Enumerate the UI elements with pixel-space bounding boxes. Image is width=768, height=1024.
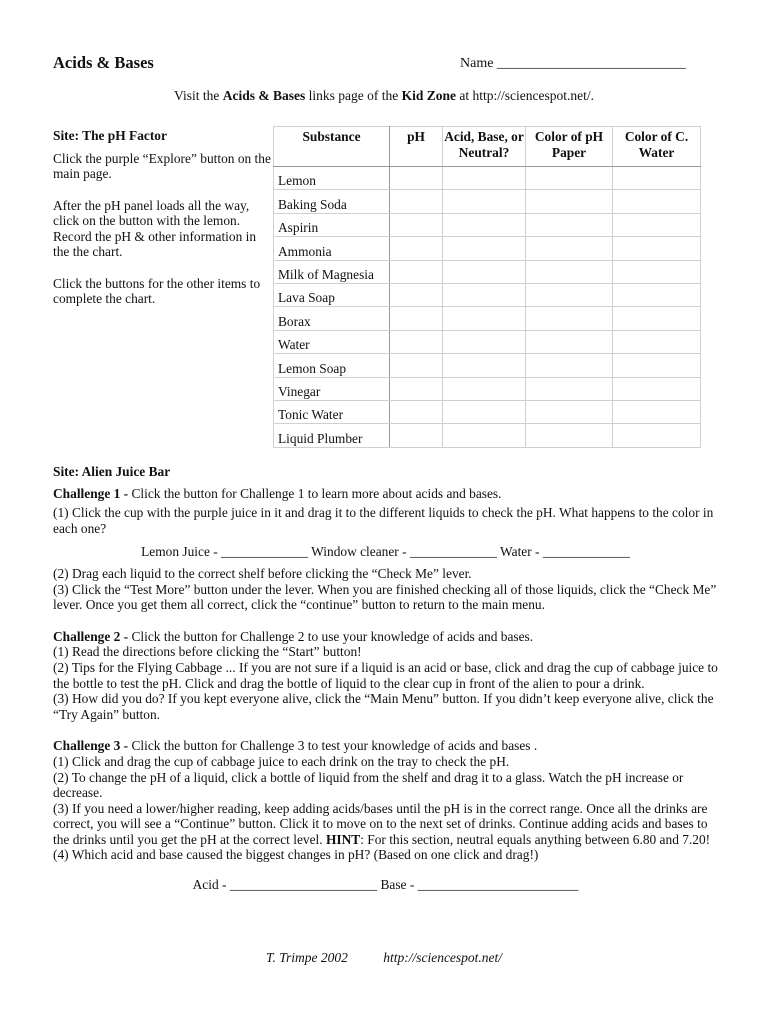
challenge-3-step-3: (3) If you need a lower/higher reading, keep adding acids/bases until the pH is in the correct range. Once all the drinks are correct, you will see a “Continue” button. Click it to move on to the next set of drinks. Continue adding acids and bases to the drinks until you get the pH at the correct level. HINT: For this section, neutral equals anything between 6.80 and 7.20! bbox=[53, 800, 711, 847]
substance-table bbox=[273, 126, 701, 448]
challenge-2-step-2: (2) Tips for the Flying Cabbage ... If you are not sure if a liquid is an acid or base, click and drag the cup of cabbage juice to the bottle to test the pH. Click and drag the bottle of liquid to the clear cup in front of the alien to pour a drink. bbox=[53, 659, 718, 691]
substance-cell: Borax bbox=[274, 307, 390, 330]
table-row bbox=[274, 260, 701, 283]
header-c-water: Color of C. Water bbox=[613, 127, 701, 167]
challenge-2-step-1: (1) Read the directions before clicking the “Start” button! bbox=[53, 644, 362, 660]
challenge-1-step-2: (2) Drag each liquid to the correct shelf before clicking the “Check Me” lever. bbox=[53, 565, 472, 581]
substance-cell: Milk of Magnesia bbox=[274, 260, 390, 283]
site-juice-bar-heading: Site: Alien Juice Bar bbox=[53, 464, 171, 479]
table-row bbox=[274, 307, 701, 330]
table-row bbox=[274, 167, 701, 190]
ph-factor-instructions bbox=[53, 128, 271, 323]
ph-factor-step-2: After the pH panel loads all the way, click on the button with the lemon. Record the pH & other information in the the chart. bbox=[53, 197, 257, 259]
table-row bbox=[274, 190, 701, 213]
challenge-1-blanks: Lemon Juice - _____________ Window cleaner - _____________ Water - _____________ bbox=[141, 544, 630, 560]
juice-bar-section bbox=[53, 464, 718, 893]
header-substance: Substance bbox=[274, 127, 390, 167]
substance-cell: Aspirin bbox=[274, 213, 390, 236]
ph-factor-step-1: Click the purple “Explore” button on the main page. bbox=[53, 150, 271, 181]
substance-cell: Lemon Soap bbox=[274, 354, 390, 377]
table-row bbox=[274, 400, 701, 423]
visit-instructions: Visit the Acids & Bases links page of the Kid Zone at http://sciencespot.net/. bbox=[174, 88, 594, 103]
challenge-1-step-3: (3) Click the “Test More” button under the lever. When you are finished checking all of those liquids, click the “Check Me” lever. Once you get them all correct, click the “continue” button to return to the main menu. bbox=[53, 581, 717, 613]
header-ph: pH bbox=[390, 127, 443, 167]
challenge-3-blanks: Acid - ______________________ Base - ________________________ bbox=[192, 877, 579, 893]
table-row bbox=[274, 354, 701, 377]
substance-cell: Liquid Plumber bbox=[274, 424, 390, 447]
challenge-2-intro: Challenge 2 - Click the button for Challenge 2 to use your knowledge of acids and bases. bbox=[53, 628, 534, 644]
table-row bbox=[274, 237, 701, 260]
substance-cell: Ammonia bbox=[274, 237, 390, 260]
table-header-row bbox=[274, 127, 701, 167]
site-ph-factor-heading: Site: The pH Factor bbox=[53, 128, 167, 143]
challenge-3-step-2: (2) To change the pH of a liquid, click a bottle of liquid from the shelf and drag it to a glass. Watch the pH increase or decrease. bbox=[53, 769, 684, 801]
name-field-label: Name ___________________________ bbox=[460, 56, 686, 71]
substance-cell: Lava Soap bbox=[274, 283, 390, 306]
ph-factor-step-3: Click the buttons for the other items to complete the chart. bbox=[53, 275, 261, 306]
table-row bbox=[274, 283, 701, 306]
table-row bbox=[274, 377, 701, 400]
challenge-1-step-1: (1) Click the cup with the purple juice in it and drag it to the different liquids to check the pH. What happens to the color in each one? bbox=[53, 505, 714, 536]
challenge-3-step-4: (4) Which acid and base caused the biggest changes in pH? (Based on one click and drag!) bbox=[53, 847, 539, 863]
substance-cell: Baking Soda bbox=[274, 190, 390, 213]
challenge-2-step-3: (3) How did you do? If you kept everyone alive, click the “Main Menu” button. If you didn’t keep everyone alive, click the “Try Again” button. bbox=[53, 691, 714, 722]
header-acid-base: Acid, Base, or Neutral? bbox=[443, 127, 526, 167]
challenge-3-step-1: (1) Click and drag the cup of cabbage juice to each drink on the tray to check the pH. bbox=[53, 753, 510, 769]
footer-author: T. Trimpe 2002 bbox=[265, 950, 348, 965]
substance-cell: Vinegar bbox=[274, 377, 390, 400]
table-row bbox=[274, 424, 701, 447]
header-ph-paper: Color of pH Paper bbox=[526, 127, 613, 167]
challenge-3-intro: Challenge 3 - Click the button for Challenge 3 to test your knowledge of acids and bases . bbox=[53, 738, 538, 754]
substance-cell: Tonic Water bbox=[274, 400, 390, 423]
page-title: Acids & Bases bbox=[53, 53, 154, 72]
substance-cell: Lemon bbox=[274, 167, 390, 190]
challenge-1-intro: Challenge 1 - Click the button for Challenge 1 to learn more about acids and bases. bbox=[53, 485, 502, 501]
table-row bbox=[274, 213, 701, 236]
footer-url: http://sciencespot.net/ bbox=[383, 950, 503, 965]
substance-cell: Water bbox=[274, 330, 390, 353]
page-footer bbox=[0, 950, 768, 966]
table-row bbox=[274, 330, 701, 353]
